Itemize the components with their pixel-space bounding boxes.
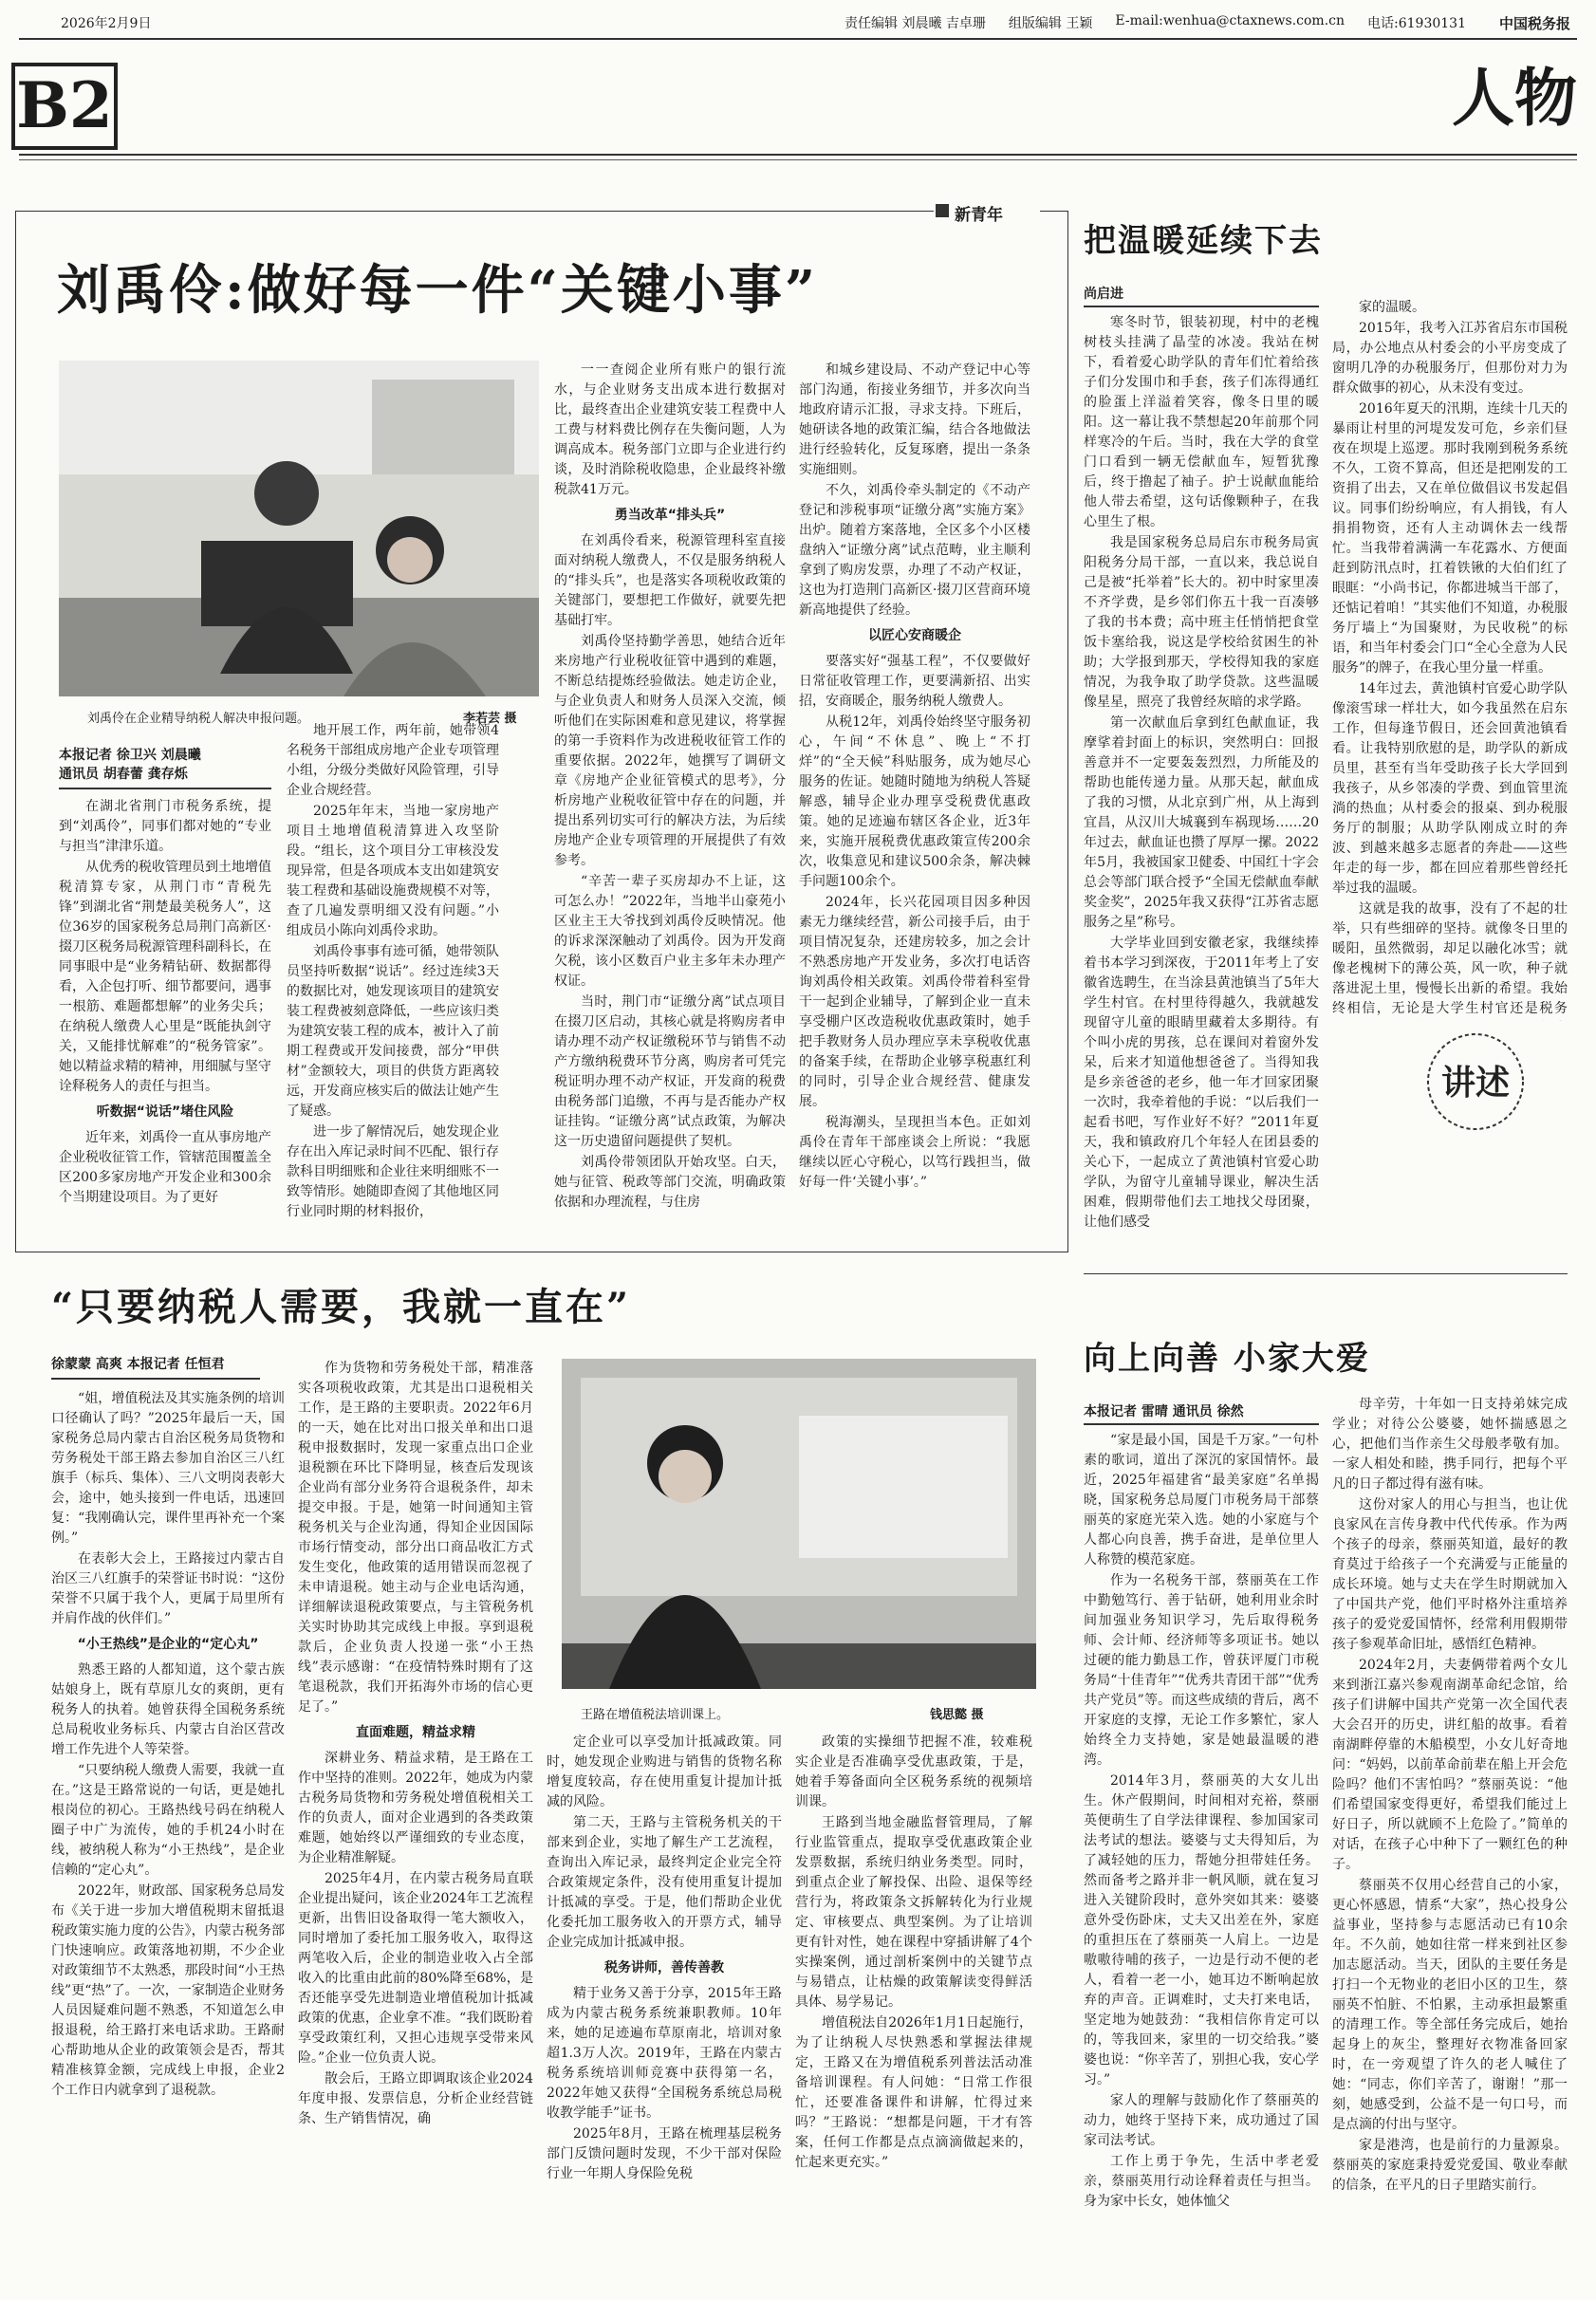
paragraph: 精于业务又善于分享，2015年王路成为内蒙古税务系统兼职教师。10年来，她的足迹遍布草原南北，培训对象超1.3万人次。2019年，王路在内蒙古税务系统培训师竞赛中获得第一名，2022年她又获得“全国税务系统总局税收教学能手”证书。 — [547, 1986, 782, 2121]
newspaper-name: 中国税务报 — [1499, 15, 1571, 32]
article-photo — [59, 361, 539, 696]
stamp-graphic — [1423, 1029, 1528, 1134]
narrative-stamp — [1423, 1029, 1528, 1134]
byline-rule — [51, 1378, 260, 1380]
paragraph: “辛苦一辈子买房却办不上证，这可怎么办！”2022年，当地半山豪苑小区业主王大爷找到刘禹伶反映情况。他的诉求深深触动了刘禹伶。因为开发商欠税，该小区数百户业主多年未办理产权证。 — [554, 874, 786, 989]
paragraph-group — [1084, 1431, 1319, 2212]
paragraph-group — [287, 721, 499, 1222]
paragraph-group — [554, 531, 786, 1213]
text-column — [298, 1359, 533, 2292]
paragraph: 定企业可以享受加计抵减政策。同时，她发现企业购进与销售的货物名称增复度较高，存在使用重复计提加计抵减的风险。 — [547, 1734, 782, 1809]
paragraph: 大学毕业回到安徽老家，我继续捧着书本学习到深夜，于2011年考上了安徽省选聘生，在当涂县黄池镇当了5年大学生村官。在村里待得越久，我就越发现留守儿童的眼睛里藏着太多期待。有个叫小虎的男孩，总在课间对着窗外发呆，后来才知道他想爸爸了。当得知我是乡亲爸爸的老乡，他一年才回家团聚一次时，我牵着他的手说：“以后我们一起看书吧，写作业好不好？”2011年夏天，我和镇政府几个年轻人在团县委的关心下，一起成立了黄池镇村官爱心助学队，为留守儿童辅导课业，解决生活困难，假期带他们去工地找父母团聚，让他们感受 — [1084, 936, 1319, 1230]
byline-line: 本报记者 徐卫兴 刘晨曦 — [59, 748, 201, 763]
paragraph-group — [547, 1733, 782, 1953]
text-column — [554, 361, 786, 1243]
header-rule — [19, 154, 1577, 156]
header-rule — [19, 38, 1577, 40]
paragraph: 寒冬时节，银装初现，村中的老槐树枝头挂满了晶莹的冰凌。我站在树下，看着爱心助学队的青年们忙着给孩子们分发围巾和手套，孩子们冻得通红的脸蛋上洋溢着笑容，像冬日里的暖阳。这一幕让我不禁想起20年前那个同样寒冷的午后。当时，我在大学的食堂门口看到一辆无偿献血车，短暂犹豫后，终于撸起了袖子。护士说献血能给他人带去希望，这句话像颗种子，在我心里生了根。 — [1084, 315, 1319, 529]
text-column — [799, 361, 1030, 1243]
paragraph: 刘禹伶带领团队开始攻坚。白天，她与征管、税政等部门交流，明确政策依据和办理流程，与住房 — [554, 1155, 786, 1210]
paragraph-group — [51, 1389, 285, 1629]
article-photo — [562, 1359, 1036, 1689]
paragraph-group — [799, 361, 1030, 621]
paragraph: 母辛劳，十年如一日支持弟妹完成学业；对待公公婆婆，她怀揣感恩之心，把他们当作亲生父母般孝敬有加。一家人相处和睦，携手同行，把每个平凡的日子都过得有滋有味。 — [1332, 1397, 1568, 1492]
paragraph: 2015年，我考入江苏省启东市国税局，办公地点从村委会的小平房变成了窗明几净的办税服务厅，但那份对力为群众做事的初心，从未没有变过。 — [1332, 321, 1568, 396]
subheading: 以匠心安商暖企 — [868, 628, 961, 643]
subheading: “小王热线”是企业的“定心丸” — [77, 1637, 259, 1652]
column-tag: 新青年 — [934, 201, 1040, 225]
paragraph: 我是国家税务总局启东市税务局寅阳税务分局干部，一直以来，我总说自己是被“托举着”长大的。初中时家里凑不齐学费，是乡邻们你五十我一百凑够了我的书本费；高中班主任悄悄把食堂饭卡塞给我，说这是学校给贫困生的补助；大学报到那天，学校得知我的家庭情况，为我争取了助学贷款。这些温暖像星星，照亮了我曾经灰暗的求学路。 — [1084, 535, 1319, 710]
paragraph: 2024年，长兴花园项目因多种因素无力继续经营，新公司接手后，由于项目情况复杂，还建房较多，加之会计不熟悉房地产开发业务，多次打电话咨询刘禹伶相关政策。刘禹伶带着科室骨干一起到企业辅导，了解到企业一直未享受棚户区改造税收优惠政策时，她手把手教财务人员办理应享未享税收优惠的备案手续，在帮助企业够享税惠红利的同时，引导企业合规经营、健康发展。 — [799, 895, 1030, 1109]
paragraph-group — [51, 1660, 285, 2101]
section-title: 人物 — [1452, 61, 1577, 135]
paragraph-group — [59, 1128, 271, 1208]
paragraph: 第二天，王路与主管税务机关的干部来到企业，实地了解生产工艺流程，查询出入库记录，最终判定企业完全符合政策规定条件，没有使用重复计提加计抵减的享受。于是，他们帮助企业优化委托加工服务收入的开票方式，辅导企业完成加计抵减申报。 — [547, 1815, 782, 1950]
paragraph-group — [799, 652, 1030, 1193]
paragraph: 2014年3月，蔡丽英的大女儿出生。休产假期间，时间相对充裕，蔡丽英便萌生了自学法律课程、参加国家司法考试的想法。婆婆与丈夫得知后，为了减轻她的压力，帮她分担带娃任务。然而备考之路并非一帆风顺，就在复习进入关键阶段时，意外突如其来：婆婆意外受伤卧床，丈夫又出差在外，家庭的重担压在了蔡丽英一人肩上。一边是嗷嗷待哺的孩子，一边是行动不便的老人，看着一老一小，她耳边不断响起放弃的声音。正调难时，丈夫打来电话，坚定地为她鼓劲：“我相信你肯定可以的，等我回来，家里的一切交给我。”婆婆也说：“你辛苦了，别担心我，安心学习。” — [1084, 1773, 1319, 2087]
paragraph: 从税12年，刘禹伶始终坚守服务初心，午间“不休息”、晚上“不打烊”的“全天候”科贴服务，成为她尽心服务的佐证。她随时随地为纳税人答疑解惑，辅导企业办理享受税费优惠政策。她的足迹遍布辖区各企业，近3年来，实施开展税费优惠政策宣传200余次，收集意见和建议500余条，解决棘手问题100余个。 — [799, 714, 1030, 889]
paragraph: 这就是我的故事，没有了不起的壮举，只有些细碎的坚持。就像冬日里的暖阳，虽然微弱，却足以融化冰雪；就像老槐树下的薄公英，风一吹，种子就落进泥土里，慢慢长出新的希望。我始终相信，无论是大学生村官还是税务 — [1332, 901, 1568, 1016]
paragraph: 刘禹伶事事有迹可循，她带领队员坚持听数据“说话”。经过连续3天的数据比对，她发现该项目的建筑安装工程费被刻意降低，一些应该归类为建筑安装工程的成本，被计入了前期工程费或开发间接费，部分“甲供材”金额较大，项目的供货方距离较远，开发商应核实后的做法让她产生了疑惑。 — [287, 944, 499, 1119]
photo-illustration — [562, 1359, 1036, 1689]
paragraph: 2025年8月，王路在梳理基层税务部门反馈问题时发现，不少干部对保险行业一年期人身保险免税 — [547, 2126, 782, 2181]
text-column — [1084, 1431, 1319, 2292]
photo-caption: 刘禹伶在企业精导纳税人解决申报问题。 — [87, 712, 310, 726]
paragraph: 深耕业务、精益求精，是王路在工作中坚持的准则。2022年，她成为内蒙古税务局货物和劳务税处增值税相关工作的负责人，面对企业遇到的各类政策难题，她始终以严谨细致的专业态度，为企业精准解疑。 — [298, 1751, 533, 1865]
byline-rule — [59, 788, 271, 789]
stamp-text: 讲述 — [1440, 1063, 1511, 1103]
text-column — [51, 1389, 285, 2292]
subheading: 直面难题，精益求精 — [356, 1725, 475, 1740]
text-column — [287, 721, 499, 1243]
paragraph-group — [547, 1984, 782, 2184]
paragraph: 王路到当地金融监督管理局，了解行业监管重点，提取享受优惠政策企业发票数据，系统归纳业务类型。同时，到重点企业了解投保、出险、退保等经营行为，将政策条文拆解转化为行业规定、审核要点、典型案例。为了让培训更有针对性，她在课程中穿插讲解了4个实操案例，通过剖析案例中的关键节点与易错点，让枯燥的政策解读变得鲜活具体、易学易记。 — [795, 1815, 1032, 2010]
paragraph: 这份对家人的用心与担当，也让优良家风在言传身教中代代传承。作为两个孩子的母亲，蔡丽英知道，最好的教育莫过于给孩子一个充满爱与正能量的成长环境。她与丈夫在学生时期就加入了中国共产党，他们平时格外注重培养孩子的爱党爱国情怀，经常利用假期带孩子参观革命旧址，感悟红色精神。 — [1332, 1497, 1568, 1652]
paragraph-group — [795, 1733, 1032, 2173]
header-rule — [19, 159, 1577, 160]
paragraph: 近年来，刘禹伶一直从事房地产企业税收征管工作，管辖范围覆盖全区200多家房地产开发企业和300余个当期建设项目。为了更好 — [59, 1130, 271, 1205]
issue-date: 2026年2月9日 — [61, 16, 152, 31]
editor-credit: 责任编辑 刘晨曦 吉卓珊 — [844, 16, 986, 31]
subheading: 勇当改革“排头兵” — [614, 508, 726, 523]
paragraph: 家人的理解与鼓励化作了蔡丽英的动力，她终于坚持下来，成功通过了国家司法考试。 — [1084, 2093, 1319, 2148]
paragraph: 2025年年末，当地一家房地产项目土地增值税清算进入攻坚阶段。“组长，这个项目分工审核没发现异常，但是各项成本支出如建筑安装工程费和基础设施费规模不对等，查了几遍发票明细又没有问题。”小组成员小陈向刘禹伶求助。 — [287, 804, 499, 938]
text-column — [1332, 298, 1568, 1021]
header-meta — [844, 13, 1466, 32]
contact-phone: 电话:61930131 — [1367, 16, 1466, 31]
subheading: 听数据“说话”堵住风险 — [96, 1104, 234, 1120]
layout-credit: 组版编辑 王颖 — [1008, 16, 1093, 31]
paragraph: 熟悉王路的人都知道，这个蒙古族姑娘身上，既有草原儿女的爽朗，更有税务人的执着。她曾获得全国税务系统总局税收业务标兵、内蒙古自治区营改增工作先进个人等荣誉。 — [51, 1662, 285, 1757]
photo-credit: 李若芸 摄 — [463, 712, 517, 726]
paragraph: 进一步了解情况后，她发现企业存在出入库记录时间不匹配、银行存款科目明细账和企业往来明细账不一致等情形。她随即查阅了其他地区同行业同时期的材料报价， — [287, 1124, 499, 1219]
paragraph: 和城乡建设局、不动产登记中心等部门沟通，衔接业务细节，并多次向当地政府请示汇报，寻求支持。下班后，她研读各地的政策汇编，结合各地做法进行经验转化，反复琢磨，提出一条条实施细则。 — [799, 362, 1030, 477]
paragraph: 工作上勇于争先，生活中孝老爱亲，蔡丽英用行动诠释着责任与担当。身为家中长女，她体恤父 — [1084, 2154, 1319, 2209]
paragraph: 家是港湾，也是前行的力量源泉。蔡丽英的家庭秉持爱党爱国、敬业奉献的信条，在平凡的日子里踏实前行。 — [1332, 2138, 1568, 2193]
paragraph: 政策的实操细节把握不准，较难税实企业是否准确享受优惠政策，于是，她着手筹备面向全区税务系统的视频培训课。 — [795, 1734, 1032, 1809]
paragraph: 从优秀的税收管理员到土地增值税清算专家，从荆门市“青税先锋”到湖北省“荆楚最美税务人”，这位36岁的国家税务总局荆门高新区·掇刀区税务局税源管理科副科长，在同事眼中是“业务精钻研、数据都得看，入企包打听、细节都要问，遇事一根筋、难题都想解”的业务尖兵；在纳税人缴费人心里是“既能执剑守关，又能排忧解难”的“税务管家”。她以精益求精的精神，用细腻与坚守诠释税务人的责任与担当。 — [59, 860, 271, 1094]
paragraph: 一一查阅企业所有账户的银行流水，与企业财务支出成本进行数据对比，最终查出企业建筑安装工程费中人工费与材料费比例存在失衡问题，人为调高成本。税务部门立即与企业进行约谈，及时消除税收隐患，企业最终补缴税款41万元。 — [554, 362, 786, 497]
paragraph: 在刘禹伶看来，税源管理科室直接面对纳税人缴费人，不仅是服务纳税人的“排头兵”，也是落实各项税收政策的关键部门，要想把工作做好，就要先把基础打牢。 — [554, 533, 786, 628]
paragraph: “只要纳税人缴费人需要，我就一直在。”这是王路常说的一句话，更是她扎根岗位的初心。王路热线号码在纳税人圈子中广为流传，她的手机24小时在线，被纳税人称为“小王热线”，是企业信赖的“定心丸”。 — [51, 1763, 285, 1878]
article-headline: “只要纳税人需要，我就一直在” — [51, 1285, 632, 1329]
page-number: B2 — [11, 63, 118, 150]
byline: 本报记者 雷晴 通讯员 徐然 — [1084, 1404, 1244, 1419]
paragraph: 家的温暖。 — [1359, 300, 1425, 315]
article-headline: 把温暖延续下去 — [1084, 222, 1323, 260]
paragraph: “姐，增值税法及其实施条例的培训口径确认了吗？”2025年最后一天，国家税务总局内蒙古自治区税务局货物和劳务税处干部王路去参加自治区三八红旗手（标兵、集体）、三八文明岗表彰大会，途中，她头接到一件电话，迅速回复：“我刚确认完，课件里再补充一个案例。” — [51, 1391, 285, 1546]
text-column — [1332, 1395, 1568, 2292]
paragraph-group — [298, 1359, 533, 1717]
paragraph: 2024年2月，夫妻俩带着两个女儿来到浙江嘉兴参观南湖革命纪念馆，给孩子们讲解中国共产党第一次全国代表大会召开的历史，讲红船的故事。看着南湖畔停靠的木船模型，小女儿好奇地问：“妈妈，以前革命前辈在船上开会危险吗？他们不害怕吗？”蔡丽英说：“他们希望国家变得更好，希望我们能过上好日子，所以就顾不上危险了。”简单的对话，在孩子心中种下了一颗红色的种子。 — [1332, 1658, 1568, 1872]
photo-credit: 钱思懿 摄 — [930, 1708, 984, 1722]
paragraph: 当时，荆门市“证缴分离”试点项目在掇刀区启动，其核心就是将购房者申请办理不动产权证缴税环节与销售不动产方缴纳税费环节分离，购房者可凭完税证明办理不动产权证，开发商的税费由税务部门追缴，不再与是否能办产权证挂钩。“证缴分离”试点政策，为解决这一历史遗留问题提供了契机。 — [554, 994, 786, 1149]
paragraph: 增值税法自2026年1月1日起施行，为了让纳税人尽快熟悉和掌握法律规定，王路又在为增值税系列普法活动准备培训课程。有人问她：“日常工作很忙，还要准备课件和讲解，忙得过来吗？”王路说：“想都是问题，干才有答案，任何工作都是点点滴滴做起来的，忙起来更充实。” — [795, 2015, 1032, 2170]
photo-illustration — [59, 361, 539, 696]
byline — [59, 746, 201, 784]
paragraph-group — [1332, 1395, 1568, 2196]
photo-caption: 王路在增值税法培训课上。 — [581, 1708, 730, 1722]
paragraph: 刘禹伶坚持勤学善思，她结合近年来房地产行业税收征管中遇到的难题，不断总结提炼经验做法。她走访企业，与企业负责人和财务人员深入交流，倾听他们在实际困难和意见建议，将掌握的第一手资料作为改进税收征管工作的重要依据。2022年，她撰写了调研文章《房地产企业征管模式的思考》，分析房地产业税收征管中存在的问题，并提出系列切实可行的解决方法，为后续房地产企业专项管理的开展提供了有效参考。 — [554, 634, 786, 868]
paragraph-group — [1084, 313, 1319, 1233]
paragraph-group — [59, 797, 271, 1097]
paragraph: 2022年，财政部、国家税务总局发布《关于进一步加大增值税期末留抵退税政策实施力度的公告》，内蒙古税务部门快速响应。政策落地初期，不少企业对政策细节不太熟悉，那段时间“小王热线”更“热”了。一次，一家制造企业财务人员因疑难问题不熟悉，不知道怎么申报退税，给王路打来电话求助。王路耐心帮助地从企业的政策领会是否，帮其精准核算金额，完成线上申报，企业2个工作日内就拿到了退税款。 — [51, 1883, 285, 2098]
paragraph: 不久，刘禹伶牵头制定的《不动产登记和涉税事项“证缴分离”实施方案》出炉。随着方案落地，全区多个小区楼盘纳入“证缴分离”试点范畴，业主顺利拿到了购房发票，办理了不动产权证，这也为打造荆门高新区·掇刀区营商环境新高地提供了经验。 — [799, 483, 1030, 618]
text-column — [1084, 313, 1319, 1268]
paragraph: 地开展工作，两年前，她带领4名税务干部组成房地产企业专项管理小组，分级分类做好风险管理，引导企业合规经营。 — [287, 723, 499, 798]
section-divider — [1084, 1273, 1568, 1274]
article-headline: 刘禹伶:做好每一件“关键小事” — [57, 259, 819, 322]
paragraph: 2016年夏天的汛期，连续十几天的暴雨让村里的河堤发发可危，乡亲们昼夜在坝堤上巡逻。那时我刚到税务系统不久，工资不算高，但还是把刚发的工资捐了出去，又在单位做倡议书发起倡议。同事们纷纷响应，有人捐钱，有人捐捐物资，还有人主动调休去一线帮忙。当我带着满满一车花露水、方便面赶到防汛点时，扛着铁锹的大伯们红了眼眶：“小尚书记，你都进城当干部了，还惦记着咱！”其实他们不知道，办税服务厅墙上“为国聚财，为民收税”的标语，和当年村委会门口“全心全意为人民服务”的牌子，在我心里分量一样重。 — [1332, 401, 1568, 676]
byline-rule — [1084, 1423, 1319, 1425]
text-column — [547, 1733, 782, 2292]
paragraph: 作为货物和劳务税处干部，精准落实各项税收政策，尤其是出口退税相关工作，是王路的主要职责。2022年6月的一天，她在比对出口报关单和出口退税申报数据时，发现一家重点出口企业退税额在环比下降明显，核查后发现该企业尚有部分业务符合退税条件，却未提交申报。于是，她第一时间通知主管税务机关与企业沟通，得知企业因国际市场行情变动，部分出口商品收汇方式发生变化，他政策的适用错误而忽视了未申请退税。她主动与企业电话沟通，详细解读退税政策要点，与主管税务机关实时协助其完成线上申报。享到退税款后，企业负责人投递一张“小王热线”表示感谢：“在疫情特殊时期有了这笔退税款，我们开拓海外市场的信心更足了。” — [298, 1361, 533, 1715]
paragraph: 在表彰大会上，王路接过内蒙古自治区三八红旗手的荣誉证书时说：“这份荣誉不只属于我个人，更属于局里所有并肩作战的伙伴们。” — [51, 1551, 285, 1626]
byline-line: 通讯员 胡春蕾 龚存烁 — [59, 767, 188, 782]
article-headline: 向上向善 小家大爱 — [1084, 1340, 1370, 1378]
text-column — [795, 1733, 1032, 2292]
subheading: 税务讲师，善传善教 — [604, 1960, 724, 1975]
paragraph: 在湖北省荆门市税务系统，提到“刘禹伶”，同事们都对她的“专业与担当”津津乐道。 — [59, 799, 271, 854]
text-column — [59, 797, 271, 1243]
paragraph-group — [1332, 298, 1568, 1021]
contact-email: E-mail:wenhua@ctaxnews.com.cn — [1115, 13, 1345, 28]
paragraph-group — [554, 361, 786, 500]
paragraph: “家是最小国，国是千万家。”一句朴素的歌词，道出了深沉的家国情怀。最近，2025年福建省“最美家庭”名单揭晓，国家税务总局厦门市税务局干部蔡丽英的家庭光荣入选。她的小家庭与个人都心向良善，携手奋进，是单位里人人称赞的模范家庭。 — [1084, 1433, 1319, 1567]
byline-rule — [1084, 306, 1319, 307]
paragraph: 2025年4月，在内蒙古税务局直联企业提出疑问，该企业2024年工艺流程更新，出售旧设备取得一笔大额收入，同时增加了委托加工服务收入，取得这两笔收入后，企业的制造业收入占全部收入的比重由此前的80%降至68%，是否还能享受先进制造业增值税加计抵减政策的优惠，企业拿不准。“我们既盼着享受政策红利，又担心违规享受带来风险。”企业一位负责人说。 — [298, 1871, 533, 2066]
paragraph: 第一次献血后拿到红色献血证，我摩挲着封面上的标识，突然明白：回报善意并不一定要轰轰烈烈，力所能及的帮助也能传递力量。从那天起，献血成了我的习惯，从北京到广州，从上海到宜昌，从汉川大城襄到车祸现场……20年过去，献血证也攒了厚厚一摞。2022年5月，我被国家卫健委、中国红十字会总会等部门联合授予“全国无偿献血奉献奖金奖”，2025年我又获得“江苏省志愿服务之星”称号。 — [1084, 715, 1319, 930]
paragraph-group — [298, 1749, 533, 2129]
paragraph: 作为一名税务干部，蔡丽英在工作中勤勉笃行、善于钻研，她利用业余时间加强业务知识学习，先后取得税务师、会计师、经济师等多项证书。她以过硬的能力勤恳工作，曾获评厦门市税务局“十佳青年”“优秀共青团干部”“优秀共产党员”等。而这些成绩的背后，离不开家庭的支撑，无论工作多繁忙，家人始终全力支持她，家是她最温暖的港湾。 — [1084, 1573, 1319, 1768]
paragraph: 要落实好“强基工程”，不仅要做好日常征收管理工作，更要满新招、出实招，安商暖企，服务纳税人缴费人。 — [799, 654, 1030, 709]
paragraph: 蔡丽英不仅用心经营自己的小家，更心怀感恩，情系“大家”，热心投身公益事业，坚持参与志愿活动已有10余年。不久前，她如往常一样来到社区参加志愿活动。当天，团队的主要任务是打扫一个无物业的老旧小区的卫生，蔡丽英不怕脏、不怕累，主动承担最繁重的清理工作。等全部任务完成后，她抬起身上的灰尘，整理好衣物准备回家时，在一旁观望了许久的老人喊住了她：“同志，你们辛苦了，谢谢！”那一刻，她感受到，公益不是一句口号，而是点滴的付出与坚守。 — [1332, 1878, 1568, 2132]
byline: 徐蒙蒙 高爽 本报记者 任恒君 — [51, 1357, 225, 1372]
byline: 尚启进 — [1084, 287, 1123, 302]
paragraph: 散会后，王路立即调取该企业2024年度申报、发票信息，分析企业经营链条、生产销售情况，确 — [298, 2071, 533, 2126]
paragraph: 税海潮头，呈现担当本色。正如刘禹伶在青年干部座谈会上所说：“我愿继续以匠心守税心，以笃行践担当，做好每一件‘关键小事’。” — [799, 1115, 1030, 1190]
paragraph: 14年过去，黄池镇村官爱心助学队像滚雪球一样壮大，如今我虽然在启东工作，但每逢节假日，还会回黄池镇看看。让我特别欣慰的是，助学队的新成员里，甚至有当年受助孩子长大学回到我孩子，从乡邻凑的学费、到血管里流淌的热血；从村委会的报桌、到办税服务厅的制服；从助学队刚成立时的奔波、到越来越多志愿者的奔赴——这些年走的每一步，都在回应着那些曾经托举过我的温暖。 — [1332, 681, 1568, 896]
